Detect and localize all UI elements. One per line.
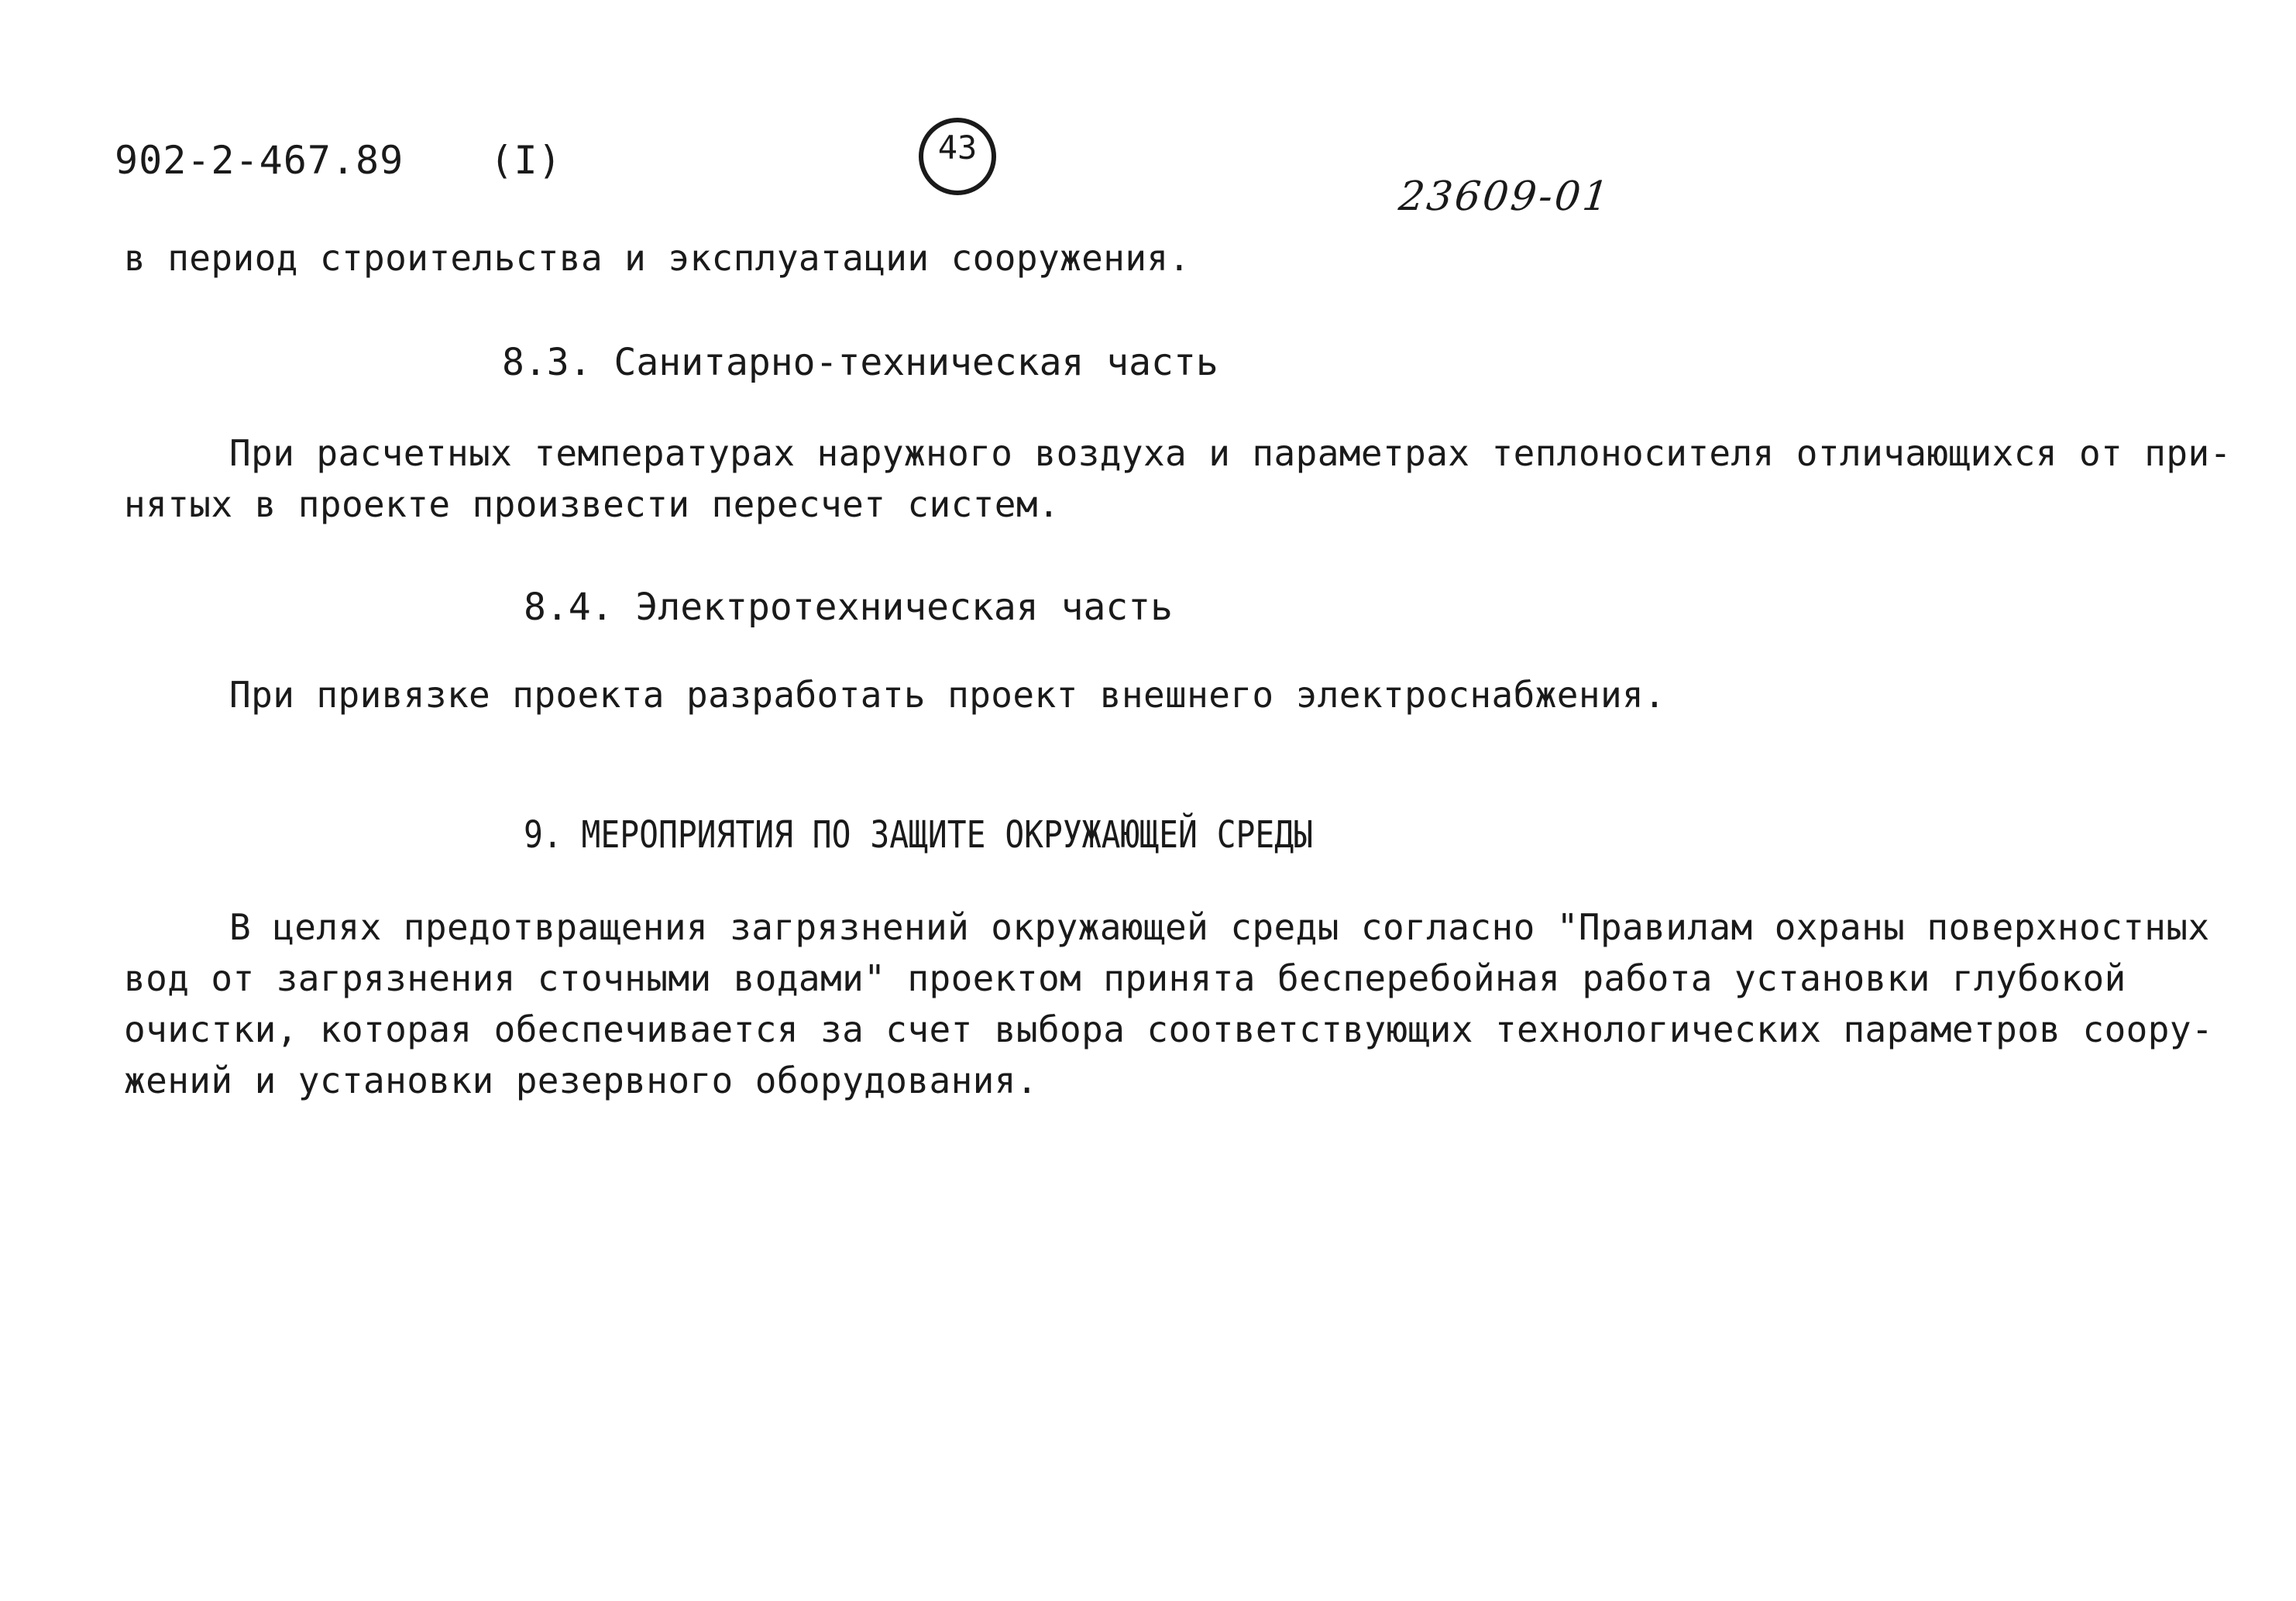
intro-line: в период строительства и эксплуатации сооружения.	[124, 237, 1191, 279]
section-8-3-line: нятых в проекте произвести пересчет систем.	[124, 483, 1060, 525]
section-8-4-heading: 8.4. Электротехническая часть	[524, 586, 1174, 629]
section-8-3-heading: 8.3. Санитарно-техническая часть	[502, 341, 1218, 384]
section-9-heading: 9. МЕРОПРИЯТИЯ ПО ЗАЩИТЕ ОКРУЖАЮЩЕЙ СРЕДЫ	[524, 813, 1313, 857]
section-9-line: В целях предотвращения загрязнений окружающей среды согласно "Правилам охраны поверхностных	[229, 906, 2210, 948]
sheet-marker: (I)	[490, 138, 562, 183]
document-code	[115, 138, 562, 183]
section-8-3-line: При расчетных температурах наружного воздуха и параметрах теплоносителя отличающихся от при-	[229, 432, 2232, 474]
section-8-4-line: При привязке проекта разработать проект внешнего электроснабжения.	[229, 674, 1666, 716]
section-9-line: вод от загрязнения сточными водами" проектом принята бесперебойная работа установки глубокой	[124, 957, 2126, 999]
document-code-number: 902-2-467.89	[115, 138, 404, 183]
handwritten-inventory-number: 23609-01	[1396, 173, 1614, 220]
section-9-line: очистки, которая обеспечивается за счет выбора соответствующих технологических параметров соору-	[124, 1008, 2214, 1050]
page-number: 43	[937, 129, 978, 167]
page-number-circle	[919, 118, 996, 195]
section-9-line: жений и установки резервного оборудования.	[124, 1060, 1038, 1101]
